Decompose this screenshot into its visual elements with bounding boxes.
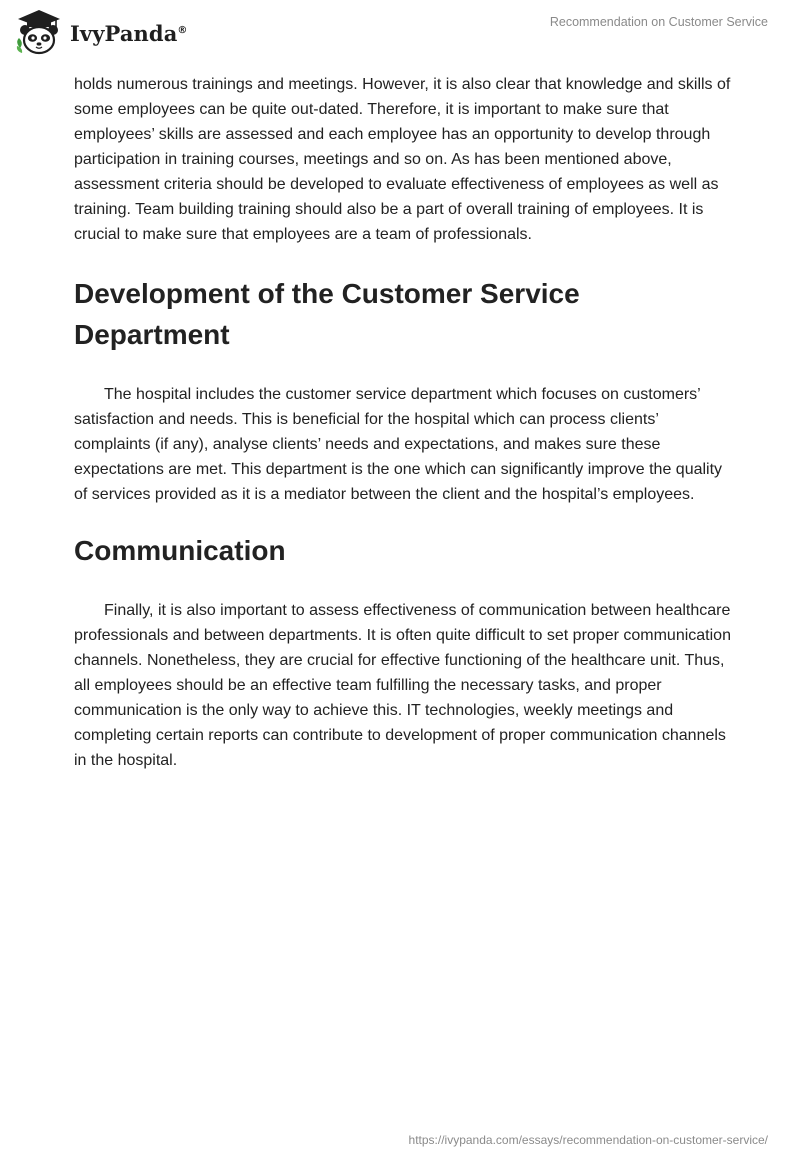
logo-wordmark xyxy=(70,21,188,46)
ivypanda-logo[interactable] xyxy=(14,8,188,56)
logo-text: IvyPanda xyxy=(70,20,178,46)
page-header xyxy=(0,0,800,60)
essay-content xyxy=(74,72,734,773)
heading-communication: Communication xyxy=(74,535,286,566)
paragraph-communication: Finally, it is also important to assess effectiveness of communication between healthcare professionals and between departments. It is often quite difficult to set proper communication channels. Nonetheless, they are crucial for effective functioning of the healthcare unit. Thus, all employees should be an effective team fulfilling the necessary tasks, and proper communication is the only way to achieve this. IT technologies, weekly meetings and completing certain reports can contribute to development of proper communication channels in the hospital. xyxy=(74,602,731,769)
panda-graduate-icon xyxy=(14,8,64,56)
registered-mark: ® xyxy=(177,24,188,36)
paragraph-training: holds numerous trainings and meetings. However, it is also clear that knowledge and skills of some employees can be quite out-dated. Therefore, it is important to make sure that employees’ skills are assessed and each employee has an opportunity to develop through participation in training courses, meetings and so on. As has been mentioned above, assessment criteria should be developed to evaluate effectiveness of employees as well as training. Team building training should also be a part of overall training of employees. It is crucial to make sure that employees are a team of professionals. xyxy=(74,76,731,243)
document-title: Recommendation on Customer Service xyxy=(549,15,768,29)
source-url[interactable]: https://ivypanda.com/essays/recommendation-on-customer-service/ xyxy=(408,1133,768,1147)
paragraph-development: The hospital includes the customer service department which focuses on customers’ satisfaction and needs. This is beneficial for the hospital which can process clients’ complaints (if any), analyse clients’ needs and expectations, and makes sure these expectations are met. This department is the one which can significantly improve the quality of services provided as it is a mediator between the client and the hospital’s employees. xyxy=(74,386,723,503)
heading-development: Development of the Customer Service Department xyxy=(74,278,580,350)
